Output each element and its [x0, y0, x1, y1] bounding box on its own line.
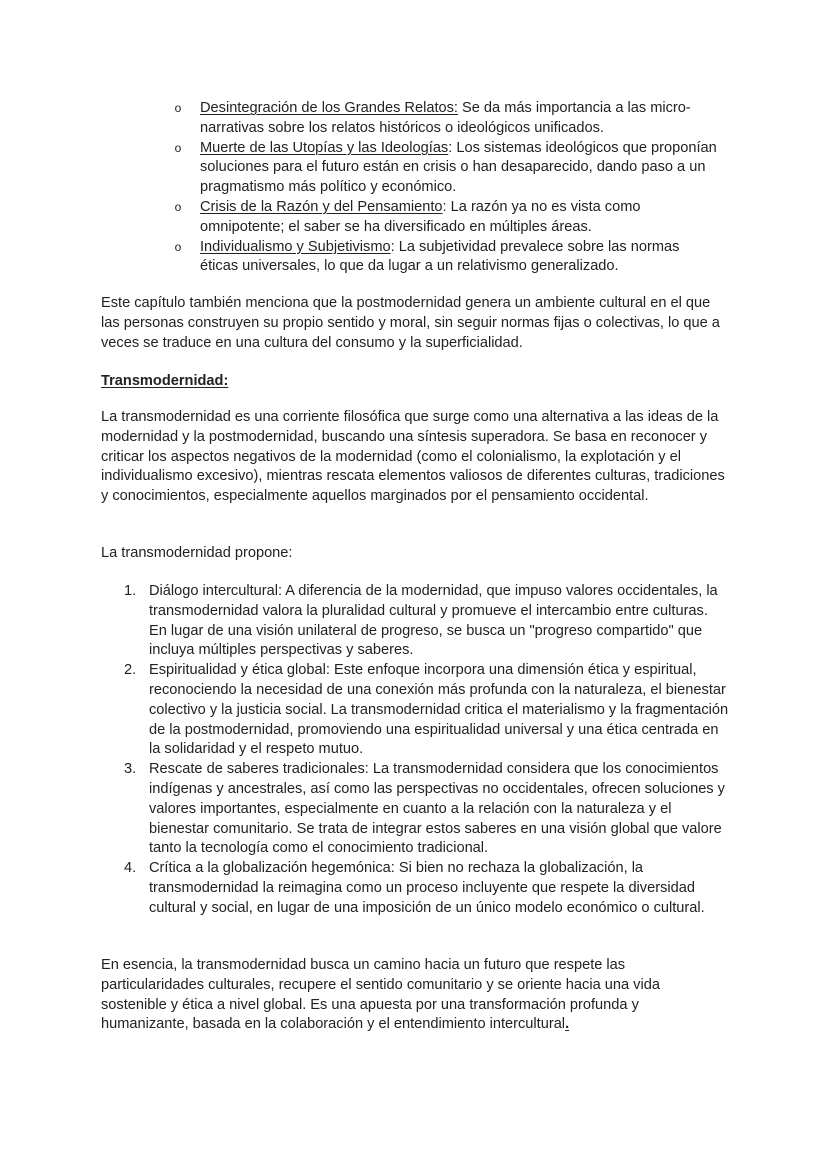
- hollow-bullet-icon: o: [174, 101, 182, 115]
- item-text: Rescate de saberes tradicionales: La transmodernidad considera que los conocimientos indígenas y ancestrales, así como las perspectivas no occidentales, ofrecen soluciones y valores importantes, especialmente en cuanto a la relación con la naturaleza y el bienestar comunitario. Se trata de integrar estos saberes en una visión global que valore tanto la tecnología como el conocimiento tradicional.: [149, 761, 725, 857]
- postmodernity-bullet-list: [0, 99, 828, 277]
- item-text: Espiritualidad y ética global: Este enfoque incorpora una dimensión ética y espiritual, reconociendo la necesidad de una conexión más profunda con la naturaleza, el bienestar colectivo y la justicia social. La transmodernidad critica el materialismo y la fragmentación de la postmodernidad, promoviendo una espiritualidad universal y una ética centrada en la solidaridad y el respeto mutuo.: [149, 662, 729, 758]
- conclusion-final-period: .: [565, 1016, 570, 1033]
- bullet-item: [0, 99, 720, 139]
- item-number: 3.: [124, 761, 137, 778]
- bullet-title: Desintegración de los Grandes Relatos:: [200, 100, 458, 116]
- bullet-item: [0, 139, 720, 198]
- conclusion-paragraph: [101, 956, 729, 1035]
- transmodernity-intro-paragraph: La transmodernidad es una corriente filosófica que surge como una alternativa a las ideas de la modernidad y la postmodernidad, buscando una síntesis superadora. Se basa en reconocer y criticar los aspectos negativos de la modernidad (como el colonialismo, la explotación y el individualismo excesivo), mientras rescata elementos valiosos de diferentes culturas, tradiciones y conocimientos, especialmente aquellos marginados por el pensamiento occidental.: [101, 409, 725, 505]
- numbered-item: [0, 661, 729, 760]
- hollow-bullet-icon: o: [174, 140, 182, 155]
- conclusion-text: En esencia, la transmodernidad busca un camino hacia un futuro que respete las particularidades culturales, recupere el sentido comunitario y se oriente hacia una vida sostenible y ética a nivel global. Es una apuesta por una transformación profunda y humanizante, basada en la colaboración y el entendimiento intercultural: [101, 957, 660, 1033]
- postmodernity-paragraph: Este capítulo también menciona que la postmodernidad genera un ambiente cultural en el que las personas construyen su propio sentido y moral, sin seguir normas fijas o colectivas, lo que a veces se traduce en una cultura del consumo y la superficialidad.: [101, 295, 720, 351]
- bullet-text: : La subjetividad prevalece sobre las normas éticas universales, lo que da lugar a un relativismo generalizado.: [200, 238, 680, 275]
- bullet-title: Individualismo y Subjetivismo: [200, 238, 391, 255]
- bullet-title: Muerte de las Utopías y las Ideologías: [200, 139, 449, 156]
- proposal-numbered-list: [0, 582, 828, 919]
- bullet-text: : La razón ya no es vista como omnipotente; el saber se ha diversificado en múltiples áreas.: [200, 198, 641, 235]
- numbered-item: [0, 859, 729, 918]
- numbered-item: [0, 760, 729, 859]
- item-number: 4.: [124, 860, 137, 877]
- item-text: Diálogo intercultural: A diferencia de la modernidad, que impuso valores occidentales, la transmodernidad valora la pluralidad cultural y promueve el intercambio entre culturas. En lugar de una visión unilateral de progreso, se busca un "progreso compartido" que incluya múltiples perspectivas y saberes.: [149, 583, 718, 659]
- proposal-lead-in: La transmodernidad propone:: [101, 545, 293, 561]
- section-heading: [101, 372, 729, 392]
- bullet-title: Crisis de la Razón y del Pensamiento: [200, 198, 443, 215]
- item-text: Crítica a la globalización hegemónica: Si bien no rechaza la globalización, la transmodernidad la reimagina como un proceso incluyente que respete la diversidad cultural y social, en lugar de una imposición de un único modelo económico o cultural.: [149, 860, 705, 916]
- item-number: 2.: [124, 662, 137, 679]
- bullet-item: [0, 238, 720, 278]
- hollow-bullet-icon: o: [174, 239, 182, 254]
- bullet-text: : Los sistemas ideológicos que proponían soluciones para el futuro están en crisis o han desaparecido, dando paso a un pragmatismo más político y económico.: [200, 139, 717, 196]
- section-heading-text: Transmodernidad:: [101, 373, 229, 389]
- item-number: 1.: [124, 583, 137, 599]
- hollow-bullet-icon: o: [174, 199, 182, 214]
- bullet-item: [0, 198, 720, 238]
- numbered-item: [0, 582, 729, 661]
- bullet-text: Se da más importancia a las micro-narrativas sobre los relatos históricos o ideológicos unificados.: [200, 100, 691, 136]
